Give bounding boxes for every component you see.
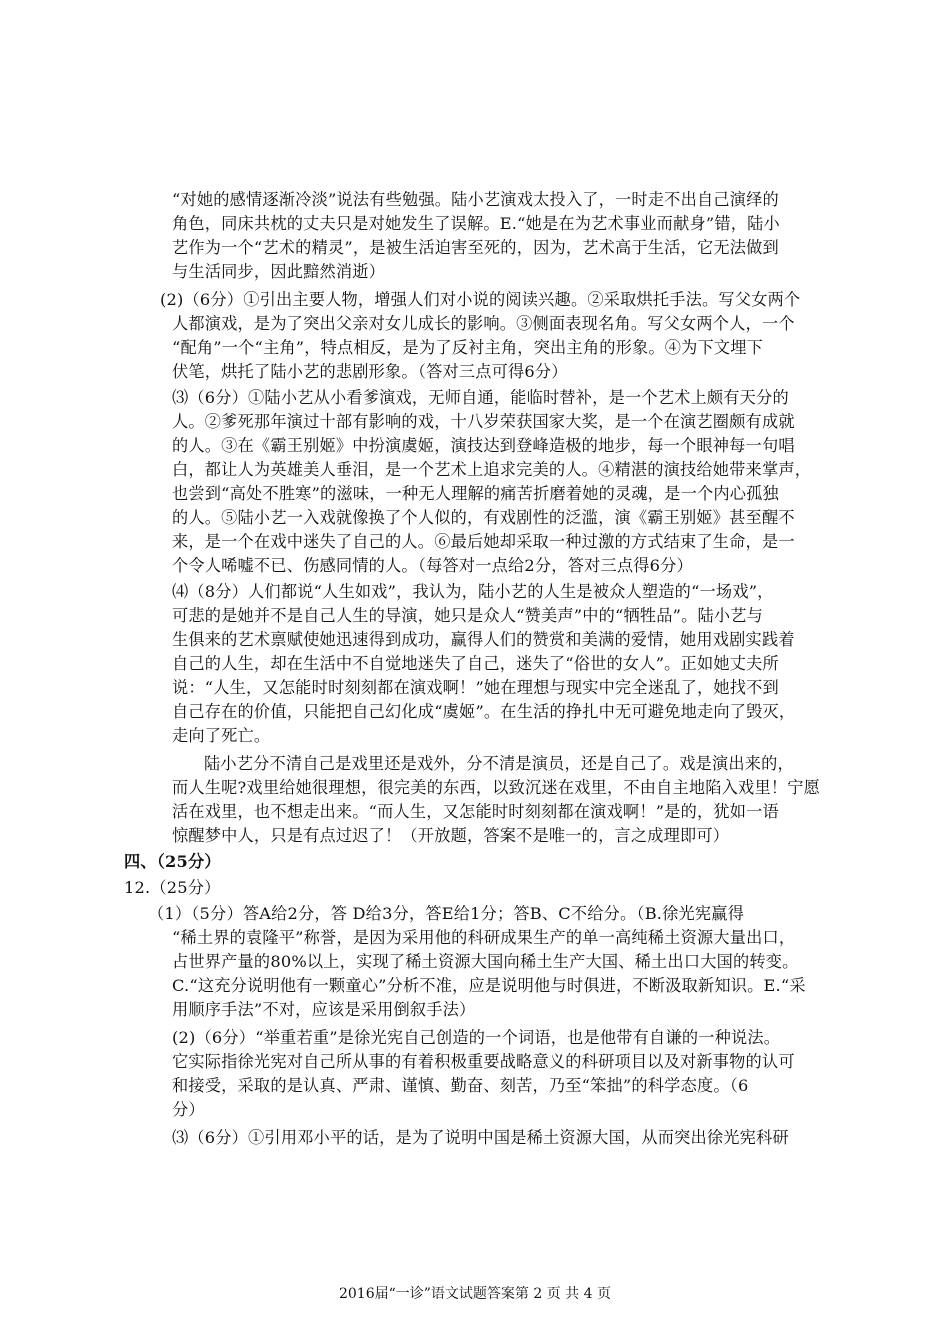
text-line: 的人。③在《霸王别姬》中扮演虞姬，演技达到登峰造极的地步，每一个眼神每一句唱 [172, 436, 795, 455]
text-line: 占世界产量的80%以上，实现了稀土资源大国向稀土生产大国、稀土出口大国的转变。 [172, 952, 799, 971]
text-line: 角色，同床共枕的丈夫只是对她发生了误解。E.“她是在为艺术事业而献身”错，陆小 [172, 214, 780, 233]
text-line: 的人。⑤陆小艺一入戏就像换了个人似的，有戏剧性的泛滥，演《霸王别姬》甚至醒不 [172, 508, 795, 527]
text-line: 用顺序手法”不对，应该是采用倒叙手法） [172, 1000, 476, 1019]
answer-3-line: ⑶（6分）①陆小艺从小看爹演戏，无师自通，能临时替补，是一个艺术上颇有天分的 [172, 388, 789, 407]
section-heading: 四、（25分） [124, 852, 221, 871]
answer-1-line: （1）（5分）答A给2分，答 D给3分，答E给1分；答B、C不给分。（B.徐光宪赢得 [148, 904, 745, 923]
answer-4-line: ⑷（8分）人们都说“人生如戏”，我认为，陆小艺的人生是被众人塑造的“一场戏”， [172, 582, 774, 601]
text-line: 艺作为一个“艺术的精灵”，是被生活迫害至死的，因为，艺术高于生活，它无法做到 [172, 238, 779, 257]
text-line: 伏笔，烘托了陆小艺的悲剧形象。（答对三点可得6分） [172, 362, 568, 381]
text-line: 来，是一个在戏中迷失了自己的人。⑥最后她却采取一种过激的方式结束了生命，是一 [172, 532, 795, 551]
text-line: 人。②爹死那年演过十部有影响的戏，十八岁荣获国家大奖，是一个在演艺圈颇有成就 [172, 412, 795, 431]
text-line: “稀土界的袁隆平”称誉，是因为采用他的科研成果生产的单一高纯稀土资源大量出口， [172, 928, 796, 947]
text-line: 也尝到“高处不胜寒”的滋味，一种无人理解的痛苦折磨着她的灵魂，是一个内心孤独 [172, 484, 779, 503]
text-line: 说：“人生，又怎能时时刻刻都在演戏啊！”她在理想与现实中完全迷乱了，她找不到 [172, 678, 779, 697]
text-line: 可悲的是她并不是自己人生的导演，她只是众人“赞美声”中的“牺牲品”。陆小艺与 [172, 606, 764, 625]
text-line: 分） [172, 1100, 205, 1119]
text-line: 走向了死亡。 [172, 726, 271, 745]
text-line: 和接受，采取的是认真、严肃、谨慎、勤奋、刻苦，乃至“笨拙”的科学态度。（6 [172, 1076, 749, 1095]
text-line: 自己的人生，却在生活中不自觉地迷失了自己，迷失了“俗世的女人”。正如她丈夫所 [172, 654, 779, 673]
text-line: 个令人唏嘘不已、伤感同情的人。（每答对一点给2分，答对三点得6分） [172, 556, 693, 575]
text-line: 惊醒梦中人，只是有点过迟了！（开放题，答案不是唯一的，言之成理即可） [172, 826, 730, 845]
text-line: 活在戏里，也不想走出来。“而人生，又怎能时时刻刻都在演戏啊！”是的，犹如一语 [172, 802, 779, 821]
text-line: 生俱来的艺术禀赋使她迅速得到成功，赢得人们的赞赏和美满的爱情，她用戏剧实践着 [172, 630, 795, 649]
paragraph-indent-line: 陆小艺分不清自己是戏里还是戏外，分不清是演员，还是自己了。戏是演出来的， [204, 754, 794, 773]
text-line: “配角”一个“主角”，特点相反，是为了反衬主角，突出主角的形象。④为下文埋下 [172, 338, 764, 357]
answer-3-line: ⑶（6分）①引用邓小平的话，是为了说明中国是稀土资源大国，从而突出徐光宪科研 [172, 1128, 789, 1147]
text-line: “对她的感情逐渐冷淡”说法有些勉强。陆小艺演戏太投入了，一时走不出自己演绎的 [172, 190, 779, 209]
answer-2-line: (2)（6分）“举重若重”是徐光宪自己创造的一个词语，也是他带有自谦的一种说法。 [172, 1028, 781, 1047]
text-line: C.“这充分说明他有一颗童心”分析不准，应是说明他与时俱进，不断汲取新知识。E.“采 [172, 976, 806, 995]
text-line: 与生活同步，因此黯然消逝） [172, 262, 386, 281]
text-line: 而人生呢?戏里给她很理想，很完美的东西，以致沉迷在戏里，不由自主地陷入戏里！宁愿 [172, 778, 820, 797]
answer-2-line: (2)（6分）①引出主要人物，增强人们对小说的阅读兴趣。②采取烘托手法。写父女两个 [160, 290, 801, 309]
text-line: 自己存在的价值，只能把自己幻化成“虞姬”。在生活的挣扎中无可避免地走向了毁灭， [172, 702, 796, 721]
text-line: 白，都让人为英雄美人垂泪，是一个艺术上追求完美的人。④精湛的演技给她带来掌声， [172, 460, 812, 479]
page-footer: 2016届“一诊”语文试题答案第 2 页 共 4 页 [338, 1286, 611, 1302]
text-line: 它实际指徐光宪对自己所从事的有着积极重要战略意义的科研项目以及对新事物的认可 [172, 1052, 795, 1071]
text-line: 人都演戏，是为了突出父亲对女儿成长的影响。③侧面表现名角。写父女两个人，一个 [172, 314, 795, 333]
question-heading: 12.（25分） [124, 878, 221, 897]
